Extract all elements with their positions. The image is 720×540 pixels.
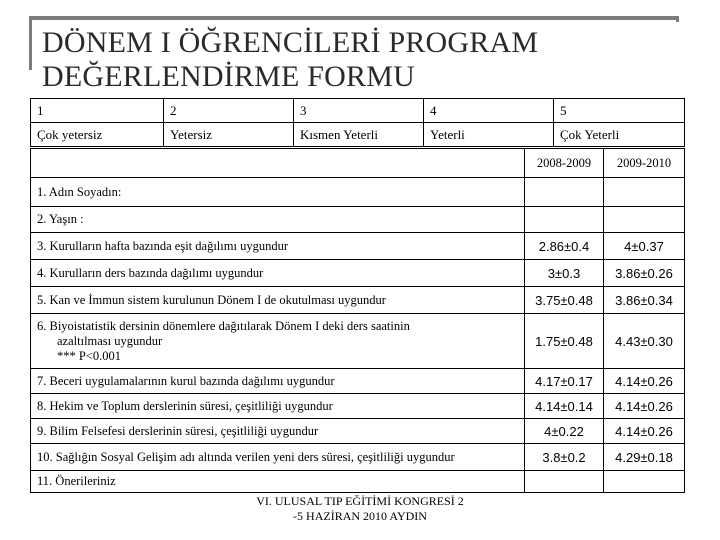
score-2009: 4.14±0.26: [604, 369, 685, 394]
score-2008: 3.75±0.48: [525, 287, 604, 314]
score-2009: 4.43±0.30: [604, 314, 685, 369]
score-2008: 3.8±0.2: [525, 444, 604, 471]
year-header-row: [31, 149, 685, 178]
title-line-1: DÖNEM I ÖĞRENCİLERİ PROGRAM: [42, 26, 539, 59]
score-2009: 4.14±0.26: [604, 394, 685, 419]
table-row: [31, 260, 685, 287]
evaluation-table: [30, 148, 685, 493]
scale-label: Yeterli: [424, 123, 554, 147]
question-line: 6. Biyoistatistik dersinin dönemlere dağıtılarak Dönem I deki ders saatinin: [37, 318, 410, 333]
question-text: 10. Sağlığın Sosyal Gelişim adı altında verilen yeni ders süresi, çeşitliliği uygundur: [31, 444, 525, 471]
table-row: [31, 369, 685, 394]
significance-note: *** P<0.001: [57, 348, 122, 363]
title-left-rule: [29, 16, 32, 70]
rating-scale-table: [30, 98, 685, 147]
score-2008: 4.17±0.17: [525, 369, 604, 394]
question-header-cell: [31, 149, 525, 178]
table-row: [31, 287, 685, 314]
score-2009: 3.86±0.34: [604, 287, 685, 314]
scale-number: 4: [424, 99, 554, 123]
scale-number-row: [31, 99, 685, 123]
question-text: 11. Önerileriniz: [31, 471, 525, 493]
score-2008: 2.86±0.4: [525, 233, 604, 260]
table-row: [31, 471, 685, 493]
question-line: azaltılması uygundur: [57, 333, 163, 348]
scale-label: Kısmen Yeterli: [294, 123, 424, 147]
score-2009: 3.86±0.26: [604, 260, 685, 287]
score-2008: 3±0.3: [525, 260, 604, 287]
scale-number: 5: [554, 99, 685, 123]
question-text: [31, 314, 525, 369]
score-2008: 4.14±0.14: [525, 394, 604, 419]
scale-label: Çok yetersiz: [31, 123, 164, 147]
score-2009: 4.14±0.26: [604, 419, 685, 444]
score-2009: 4±0.37: [604, 233, 685, 260]
score-2009: [604, 207, 685, 233]
score-2008: [525, 178, 604, 207]
score-2009: [604, 178, 685, 207]
question-text: 1. Adın Soyadın:: [31, 178, 525, 207]
title-line-2: DEĞERLENDİRME FORMU: [42, 60, 415, 93]
page-title: [42, 26, 538, 94]
table-row: [31, 233, 685, 260]
year-header: 2008-2009: [525, 149, 604, 178]
footer-caption: [200, 494, 520, 524]
table-row: [31, 394, 685, 419]
scale-number: 2: [164, 99, 294, 123]
score-2008: [525, 471, 604, 493]
score-2009: 4.29±0.18: [604, 444, 685, 471]
title-right-rule: [676, 16, 679, 22]
table-row: [31, 419, 685, 444]
table-row: [31, 207, 685, 233]
scale-label-row: [31, 123, 685, 147]
scale-label: Çok Yeterli: [554, 123, 685, 147]
score-2008: 4±0.22: [525, 419, 604, 444]
scale-number: 1: [31, 99, 164, 123]
footer-line-2: -5 HAZİRAN 2010 AYDIN: [293, 509, 427, 523]
score-2009: [604, 471, 685, 493]
table-row: [31, 178, 685, 207]
question-text: 4. Kurulların ders bazında dağılımı uygundur: [31, 260, 525, 287]
footer-line-1: VI. ULUSAL TIP EĞİTİMİ KONGRESİ 2: [256, 494, 464, 508]
question-text: 3. Kurulların hafta bazında eşit dağılımı uygundur: [31, 233, 525, 260]
score-2008: [525, 207, 604, 233]
scale-label: Yetersiz: [164, 123, 294, 147]
question-text: 7. Beceri uygulamalarının kurul bazında dağılımı uygundur: [31, 369, 525, 394]
question-text: 2. Yaşın :: [31, 207, 525, 233]
table-row: [31, 444, 685, 471]
score-2008: 1.75±0.48: [525, 314, 604, 369]
scale-number: 3: [294, 99, 424, 123]
question-text: 8. Hekim ve Toplum derslerinin süresi, çeşitliliği uygundur: [31, 394, 525, 419]
year-header: 2009-2010: [604, 149, 685, 178]
title-top-rule: [29, 16, 679, 20]
table-row: [31, 314, 685, 369]
question-text: 9. Bilim Felsefesi derslerinin süresi, çeşitliliği uygundur: [31, 419, 525, 444]
question-text: 5. Kan ve İmmun sistem kurulunun Dönem I de okutulması uygundur: [31, 287, 525, 314]
